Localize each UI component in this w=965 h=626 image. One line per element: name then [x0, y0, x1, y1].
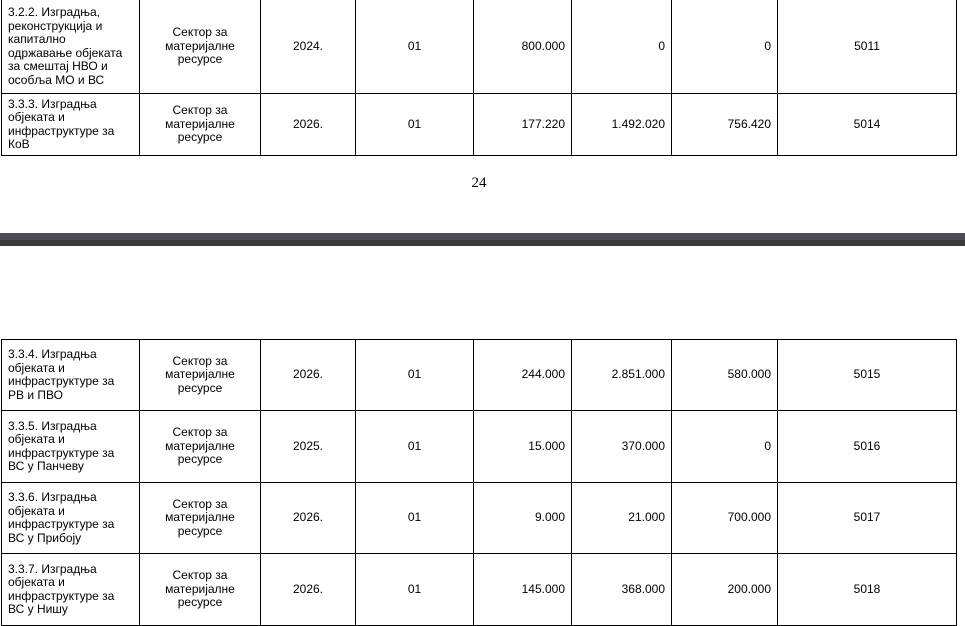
amount-1-cell: 145.000 — [474, 554, 572, 626]
year-cell: 2026. — [261, 554, 356, 626]
project-id-cell: 5015 — [778, 340, 957, 411]
table-row — [2, 0, 957, 94]
amount-1-cell: 9.000 — [474, 483, 572, 554]
amount-2-cell: 368.000 — [572, 554, 672, 626]
investment-table — [1, 339, 957, 626]
amount-3-cell: 580.000 — [672, 340, 778, 411]
project-name-cell: 3.3.6. Изградња објеката и инфраструктуре за ВС у Прибоју — [2, 483, 140, 554]
page-separator — [0, 233, 965, 246]
project-id-cell: 5011 — [778, 0, 957, 94]
table-row — [2, 411, 957, 483]
amount-2-cell: 0 — [572, 0, 672, 94]
code-cell: 01 — [356, 94, 474, 156]
table-row — [2, 94, 957, 156]
code-cell: 01 — [356, 483, 474, 554]
year-cell: 2026. — [261, 340, 356, 411]
table-row — [2, 554, 957, 626]
amount-2-cell: 2.851.000 — [572, 340, 672, 411]
year-cell: 2025. — [261, 411, 356, 483]
project-id-cell: 5014 — [778, 94, 957, 156]
amount-1-cell: 177.220 — [474, 94, 572, 156]
table-row — [2, 483, 957, 554]
amount-3-cell: 200.000 — [672, 554, 778, 626]
project-id-cell: 5016 — [778, 411, 957, 483]
project-name-cell: 3.3.5. Изградња објеката и инфраструктуре за ВС у Панчеву — [2, 411, 140, 483]
amount-1-cell: 15.000 — [474, 411, 572, 483]
project-name-cell: 3.3.7. Изградња објеката и инфраструктуре за ВС у Нишу — [2, 554, 140, 626]
sector-cell: Сектор за материјалне ресурсе — [140, 340, 261, 411]
sector-cell: Сектор за материјалне ресурсе — [140, 94, 261, 156]
year-cell: 2026. — [261, 94, 356, 156]
code-cell: 01 — [356, 340, 474, 411]
project-name-cell: 3.2.2. Изградња, реконструкција и капитално одржавање објеката за смештај НВО и особља МО и ВС — [2, 0, 140, 94]
amount-2-cell: 1.492.020 — [572, 94, 672, 156]
sector-cell: Сектор за материјалне ресурсе — [140, 0, 261, 94]
project-name-cell: 3.3.3. Изградња објеката и инфраструктуре за КоВ — [2, 94, 140, 156]
amount-2-cell: 370.000 — [572, 411, 672, 483]
amount-1-cell: 244.000 — [474, 340, 572, 411]
code-cell: 01 — [356, 0, 474, 94]
page-number: 24 — [471, 175, 487, 191]
code-cell: 01 — [356, 411, 474, 483]
amount-1-cell: 800.000 — [474, 0, 572, 94]
document-page-24 — [0, 0, 965, 233]
sector-cell: Сектор за материјалне ресурсе — [140, 483, 261, 554]
year-cell: 2026. — [261, 483, 356, 554]
amount-3-cell: 756.420 — [672, 94, 778, 156]
amount-3-cell: 0 — [672, 411, 778, 483]
year-cell: 2024. — [261, 0, 356, 94]
table-row — [2, 340, 957, 411]
amount-2-cell: 21.000 — [572, 483, 672, 554]
document-page-25 — [0, 246, 965, 625]
project-id-cell: 5017 — [778, 483, 957, 554]
sector-cell: Сектор за материјалне ресурсе — [140, 411, 261, 483]
amount-3-cell: 0 — [672, 0, 778, 94]
amount-3-cell: 700.000 — [672, 483, 778, 554]
code-cell: 01 — [356, 554, 474, 626]
project-name-cell: 3.3.4. Изградња објеката и инфраструктуре за РВ и ПВО — [2, 340, 140, 411]
investment-table-continued — [1, 0, 957, 156]
project-id-cell: 5018 — [778, 554, 957, 626]
sector-cell: Сектор за материјалне ресурсе — [140, 554, 261, 626]
